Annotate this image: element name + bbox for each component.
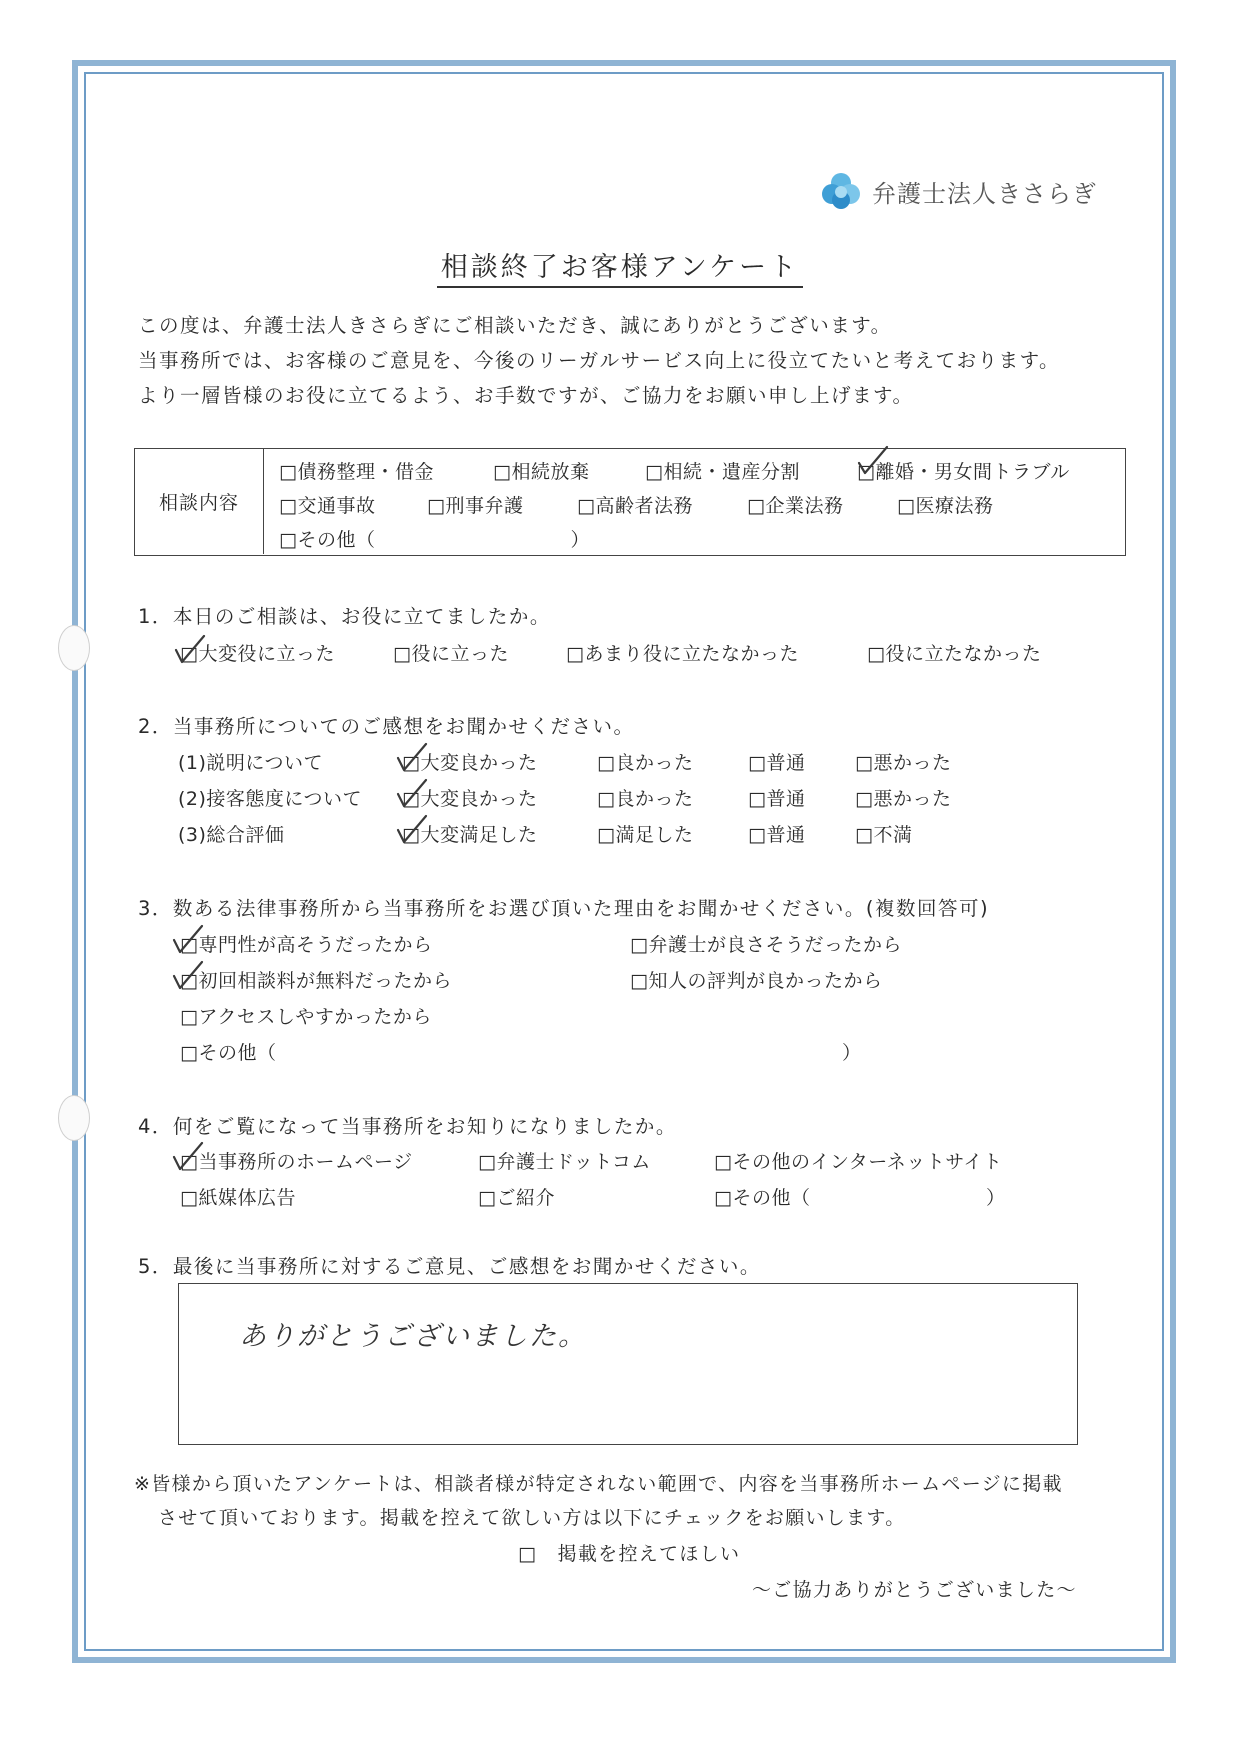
closing-thanks: ～ご協力ありがとうございました～	[752, 1579, 1077, 1601]
category-option-elderly[interactable]: □高齢者法務	[577, 495, 693, 517]
question-3: 3．数ある法律事務所から当事務所をお選び頂いた理由をお聞かせください。(複数回答可)	[138, 897, 990, 920]
checkmark-icon	[172, 632, 208, 666]
survey-title: 相談終了お客様アンケート	[0, 245, 1240, 284]
q2-row3-option-3[interactable]: □普通	[748, 824, 806, 846]
q2-row1-option-1[interactable]: □大変良かった	[402, 752, 538, 774]
category-option-criminal[interactable]: □刑事弁護	[427, 495, 524, 517]
checkmark-icon	[394, 776, 430, 810]
q3-option-expertise[interactable]: □専門性が高そうだったから	[180, 934, 433, 956]
q1-option-helpful[interactable]: □役に立った	[393, 643, 509, 665]
q4-option-homepage[interactable]: □当事務所のホームページ	[180, 1151, 413, 1173]
intro-text	[138, 308, 1060, 413]
q2-row2-option-2[interactable]: □良かった	[597, 788, 694, 810]
q2-row2-option-4[interactable]: □悪かった	[855, 788, 952, 810]
checkmark-icon	[170, 1139, 206, 1173]
checkmark-icon	[170, 922, 206, 956]
checkmark-icon	[855, 443, 891, 477]
question-1: 1．本日のご相談は、お役に立てましたか。	[138, 605, 551, 628]
q4-option-other-internet[interactable]: □その他のインターネットサイト	[714, 1151, 1003, 1173]
q2-row3-label: (3)総合評価	[178, 824, 285, 846]
checkmark-icon	[170, 958, 206, 992]
publication-note-line2: させて頂いております。掲載を控えて欲しい方は以下にチェックをお願いします。	[158, 1507, 906, 1529]
q2-row1-option-2[interactable]: □良かった	[597, 752, 694, 774]
q2-row3-option-4[interactable]: □不満	[855, 824, 913, 846]
consultation-category-table	[134, 448, 1126, 556]
q2-row1-option-4[interactable]: □悪かった	[855, 752, 952, 774]
q3-option-access[interactable]: □アクセスしやすかったから	[180, 1006, 432, 1028]
q2-row2-label: (2)接客態度について	[178, 788, 363, 810]
question-4: 4．何をご覧になって当事務所をお知りになりましたか。	[138, 1115, 677, 1138]
q2-row2-option-3[interactable]: □普通	[748, 788, 806, 810]
q1-option-very-helpful[interactable]: □大変役に立った	[180, 643, 335, 665]
category-option-traffic[interactable]: □交通事故	[279, 495, 376, 517]
q2-row3-option-1[interactable]: □大変満足した	[402, 824, 538, 846]
intro-line: より一層皆様のお役に立てるよう、お手数ですが、ご協力をお願い申し上げます。	[138, 384, 914, 407]
q3-option-lawyer[interactable]: □弁護士が良さそうだったから	[630, 934, 902, 956]
firm-name: 弁護士法人きさらぎ	[872, 179, 1097, 208]
category-option-debt[interactable]: □債務整理・借金	[279, 461, 434, 483]
question-2: 2．当事務所についてのご感想をお聞かせください。	[138, 715, 635, 738]
category-option-inheritance-renounce[interactable]: □相続放棄	[493, 461, 590, 483]
q2-row1-label: (1)説明について	[178, 752, 324, 774]
category-option-other[interactable]: □その他（ ）	[279, 529, 590, 551]
q4-option-referral[interactable]: □ご紹介	[478, 1187, 555, 1209]
intro-line: 当事務所では、お客様のご意見を、今後のリーガルサービス向上に役立てたいと考えております。	[138, 349, 1061, 372]
q4-option-print-ad[interactable]: □紙媒体広告	[180, 1187, 296, 1209]
q4-option-other[interactable]: □その他（ ）	[714, 1187, 1006, 1209]
category-option-divorce[interactable]: □離婚・男女間トラブル	[857, 461, 1070, 483]
q3-option-free-consult[interactable]: □初回相談料が無料だったから	[180, 970, 452, 992]
checkmark-icon	[394, 740, 430, 774]
category-option-corporate[interactable]: □企業法務	[747, 495, 844, 517]
punch-hole-bottom	[58, 1095, 90, 1141]
intro-line: この度は、弁護士法人きさらぎにご相談いただき、誠にありがとうございます。	[138, 314, 892, 337]
category-label: 相談内容	[135, 449, 264, 554]
handwritten-answer: ありがとうございました。	[239, 1321, 587, 1352]
category-option-inheritance-division[interactable]: □相続・遺産分割	[645, 461, 800, 483]
q3-option-other[interactable]: □その他（ ）	[180, 1042, 862, 1064]
q2-row3-option-2[interactable]: □満足した	[597, 824, 694, 846]
q2-row2-option-1[interactable]: □大変良かった	[402, 788, 538, 810]
publication-note-line1: ※皆様から頂いたアンケートは、相談者様が特定されない範囲で、内容を当事務所ホームページに掲載	[134, 1473, 1063, 1495]
optout-checkbox[interactable]: □ 掲載を控えてほしい	[518, 1543, 741, 1565]
category-option-medical[interactable]: □医療法務	[897, 495, 994, 517]
q1-option-not-very-helpful[interactable]: □あまり役に立たなかった	[566, 643, 799, 665]
question-5: 5．最後に当事務所に対するご意見、ご感想をお聞かせください。	[138, 1255, 761, 1278]
punch-hole-top	[58, 625, 90, 671]
firm-logo	[820, 170, 1097, 212]
comment-box[interactable]	[178, 1283, 1078, 1445]
q4-option-bengo4[interactable]: □弁護士ドットコム	[478, 1151, 651, 1173]
q1-option-not-helpful[interactable]: □役に立たなかった	[867, 643, 1042, 665]
q3-option-reputation[interactable]: □知人の評判が良かったから	[630, 970, 883, 992]
flower-logo-icon	[820, 170, 862, 212]
checkmark-icon	[394, 812, 430, 846]
q2-row1-option-3[interactable]: □普通	[748, 752, 806, 774]
